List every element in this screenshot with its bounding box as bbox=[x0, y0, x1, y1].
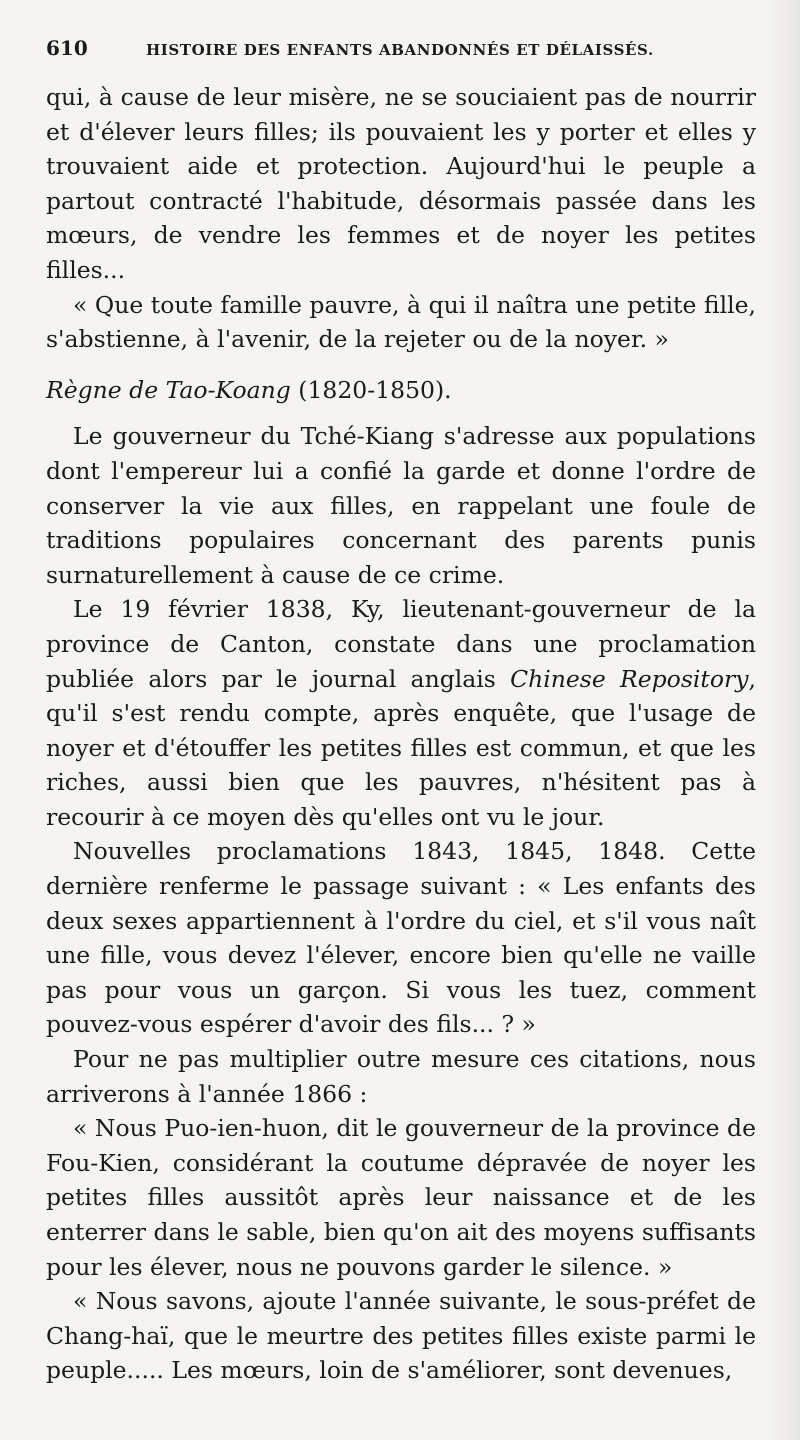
journal-title: Chinese Repository bbox=[510, 664, 749, 693]
running-head bbox=[46, 36, 756, 76]
paragraph-year-1866: Pour ne pas multiplier outre mesure ces citations, nous arriverons à l'année 1866 : bbox=[46, 1045, 756, 1108]
reign-title: Règne de Tao-Koang bbox=[46, 375, 291, 404]
paragraph-new-proclamations: Nouvelles proclamations 1843, 1845, 1848. Cette dernière renferme le passage suivant : « Les enfants des deux sexes appartiennent à l'ordre du ciel, et s'il vous naît une fille, vous devez l'élever, encore bien qu'elle ne vaille pas pour vous un garçon. Si vous les tuez, comment pouvez-vous espérer d'avoir des fils... ? » bbox=[46, 837, 756, 1039]
p4-text-before: Le 19 février 1838, Ky, lieutenant-gouverneur de la province de Canton, constate dans une proclamation publiée alors par le journal anglais bbox=[46, 595, 756, 693]
reign-heading bbox=[46, 373, 756, 408]
page-number: 610 bbox=[46, 36, 88, 60]
p4-text-after: , qu'il s'est rendu compte, après enquête, que l'usage de noyer et d'étouffer les petites filles est commun, et que les riches, aussi bien que les pauvres, n'hésitent pas à recourir à ce moyen dès qu'elles ont vu le jour. bbox=[46, 664, 756, 831]
paragraph-governor-tche-kiang: Le gouverneur du Tché-Kiang s'adresse aux populations dont l'empereur lui a confié la garde et donne l'ordre de conserver la vie aux filles, en rappelant une foule de traditions populaires concernant des parents punis surnaturellement à cause de ce crime. bbox=[46, 422, 756, 589]
paragraph-canton-proclamation bbox=[46, 592, 756, 834]
paragraph-chang-hai: « Nous savons, ajoute l'année suivante, le sous-préfet de Chang-haï, que le meurtre des petites filles existe parmi le peuple..... Les mœurs, loin de s'améliorer, sont devenues, bbox=[46, 1287, 756, 1385]
running-head-title: HISTOIRE DES ENFANTS ABANDONNÉS ET DÉLAISSÉS. bbox=[146, 41, 654, 59]
paragraph-quote-edict: « Que toute famille pauvre, à qui il naîtra une petite fille, s'abstienne, à l'avenir, de la rejeter ou de la noyer. » bbox=[46, 290, 756, 354]
paragraph-fou-kien-governor: « Nous Puo-ien-huon, dit le gouverneur de la province de Fou-Kien, considérant la coutume dépravée de noyer les petites filles aussitôt après leur naissance et de les enterrer dans le sable, bien qu'on ait des moyens suffisants pour les élever, nous ne pouvons garder le silence. » bbox=[46, 1114, 756, 1281]
paragraph-continuation: qui, à cause de leur misère, ne se souciaient pas de nourrir et d'élever leurs filles; ils pouvaient les y porter et elles y trouvaient aide et protection. Aujourd'hui le peuple a partout contracté l'habitude, désormais passée dans les mœurs, de vendre les femmes et de noyer les petites filles... bbox=[46, 83, 756, 284]
reign-dates: (1820-1850). bbox=[298, 375, 452, 404]
body-text bbox=[46, 80, 756, 1388]
